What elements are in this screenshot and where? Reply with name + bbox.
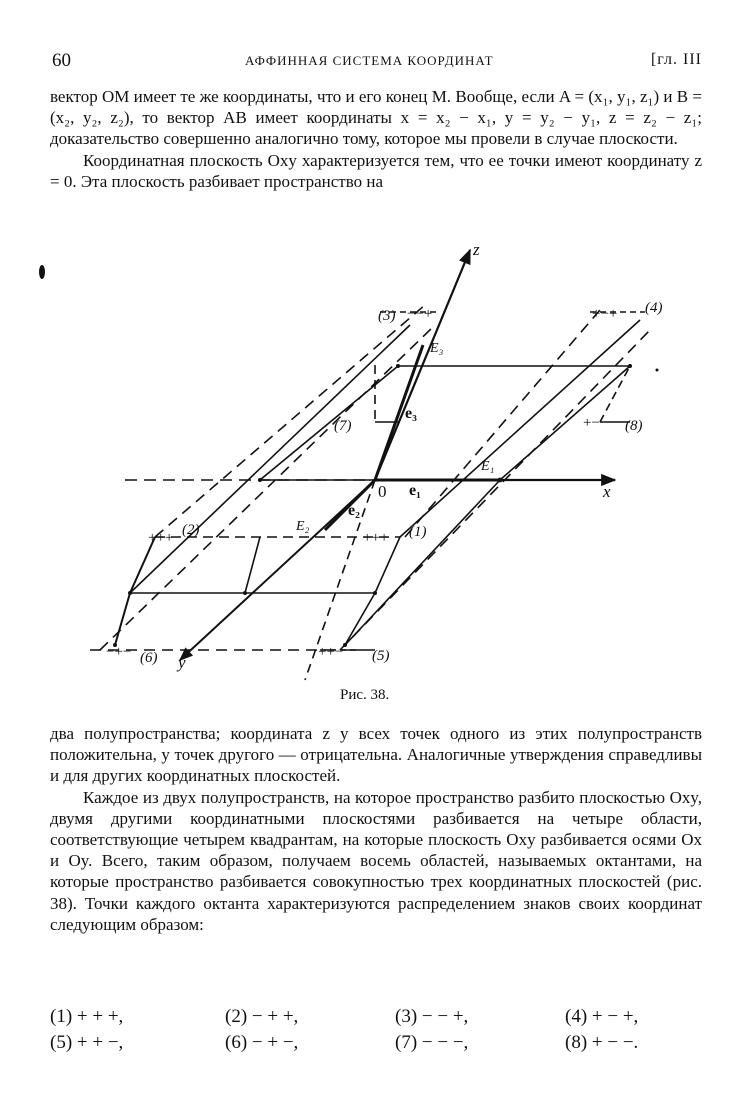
label-e2: e₂ bbox=[348, 502, 360, 519]
octant-5-label: (5) bbox=[372, 648, 390, 664]
octant-3-signs: −−+ bbox=[407, 306, 433, 322]
figure-caption: Рис. 38. bbox=[340, 687, 390, 703]
octant-number: (8) bbox=[565, 1032, 588, 1053]
sign-cell bbox=[50, 1006, 123, 1028]
octant-signs: − + +, bbox=[251, 1006, 299, 1027]
page-number: 60 bbox=[52, 50, 71, 71]
label-z: z bbox=[473, 240, 480, 259]
text-block-bottom bbox=[50, 723, 702, 935]
octant-signs: − + −, bbox=[251, 1032, 299, 1053]
paragraph-plane-oxy: Координатная плоскость Oxy характеризуется тем, что ее точки имеют координату z = 0. Эта плоскость разбивает пространство на bbox=[50, 150, 702, 191]
octant-signs: − − −, bbox=[421, 1032, 469, 1053]
chapter-marker: [гл. III bbox=[650, 51, 702, 68]
point-bl bbox=[128, 591, 132, 595]
octant-5-signs: ++− bbox=[318, 644, 344, 660]
dashed-8 bbox=[600, 366, 630, 422]
octant-number: (7) bbox=[395, 1032, 418, 1053]
sign-cell bbox=[395, 1006, 468, 1028]
paragraph-half-spaces: два полупространства; координата z у всех точек одного из этих полупространств положительна, у точек другого — отрицательна. Аналогичные утверждения справедливы и для других координатных плоскостей. bbox=[50, 724, 702, 786]
octant-number: (1) bbox=[50, 1006, 73, 1027]
sign-cell bbox=[395, 1032, 468, 1054]
inner-edge bbox=[245, 537, 260, 593]
label-y: y bbox=[178, 653, 186, 672]
sign-cell bbox=[225, 1032, 298, 1054]
top-parallelogram bbox=[260, 366, 630, 480]
sign-cell bbox=[565, 1032, 638, 1054]
octant-3-label: (3) bbox=[378, 308, 396, 324]
sign-cell bbox=[225, 1006, 298, 1028]
octant-number: (2) bbox=[225, 1006, 248, 1027]
octant-8-label: (8) bbox=[625, 418, 643, 434]
sign-row bbox=[50, 1006, 710, 1032]
slant-line-left bbox=[130, 325, 410, 593]
octant-1-signs: +++ bbox=[363, 530, 389, 546]
point-bm bbox=[243, 591, 247, 595]
octant-number: (4) bbox=[565, 1006, 588, 1027]
z-axis-line bbox=[375, 250, 470, 480]
label-E1: E₁ bbox=[481, 459, 495, 474]
octant-number: (6) bbox=[225, 1032, 248, 1053]
sign-cell bbox=[50, 1032, 123, 1054]
label-x: x bbox=[603, 482, 611, 501]
octant-7-label: (7) bbox=[334, 418, 352, 434]
label-e1: e₁ bbox=[409, 482, 421, 499]
sign-cell bbox=[565, 1006, 638, 1028]
point-E1 bbox=[498, 478, 503, 483]
octant-signs: + − +, bbox=[591, 1006, 639, 1027]
label-E3: E₃ bbox=[430, 341, 444, 356]
octant-number: (3) bbox=[395, 1006, 418, 1027]
running-title: АФФИННАЯ СИСТЕМА КООРДИНАТ bbox=[245, 53, 494, 68]
octant-6-signs: −+− bbox=[106, 644, 132, 660]
paragraph-vector-coordinates: вектор OM имеет те же координаты, что и его конец M. Вообще, если A = (x₁, y₁, z₁) и B = (x₂, y₂, z₂), то вектор AB имеет координаты x = x₂ − x₁, y = y₂ − y₁, z = z₂ − z₁; доказательство совершенно аналогично тому, которое мы провели в случае плоскости. bbox=[50, 87, 702, 149]
octant-2-signs: +++ bbox=[148, 530, 174, 546]
octant-signs: + − −. bbox=[591, 1032, 639, 1053]
label-e3: e₃ bbox=[405, 405, 417, 422]
octant-signs: + + +, bbox=[76, 1006, 124, 1027]
point-5 bbox=[343, 643, 347, 647]
octant-number: (5) bbox=[50, 1032, 73, 1053]
octant-8-signs: +−− bbox=[583, 415, 609, 431]
paragraph-octants: Каждое из двух полупространств, на которое пространство разбито плоскостью Oxy, двумя другими координатными плоскостями разбивается на четыре области, соответствующие четырем квадрантам, на которые плоскость Oxy разбивается осями Ox и Oy. Всего, таким образом, получаем восемь областей, называемых октантами, на которые пространство разбивается совокупностью трех координатных плоскостей (рис. 38). Точки каждого октанта характеризуются распределением знаков своих координат следующим образом: bbox=[50, 787, 702, 934]
dashed-slant-2 bbox=[155, 305, 425, 537]
octant-4-signs: +−+ bbox=[592, 306, 618, 322]
point-left bbox=[258, 478, 262, 482]
edge-6 bbox=[115, 593, 130, 645]
sign-row bbox=[50, 1032, 710, 1058]
point-top-left bbox=[396, 364, 400, 368]
point-br bbox=[373, 591, 377, 595]
octant-4-label: (4) bbox=[645, 300, 663, 316]
octant-signs: − − +, bbox=[421, 1006, 469, 1027]
octant-2-label: (2) bbox=[182, 522, 200, 538]
octant-1-label: (1) bbox=[409, 524, 427, 540]
label-E2: E₂ bbox=[296, 519, 310, 534]
stray-dot bbox=[656, 369, 659, 372]
margin-mark bbox=[39, 265, 45, 279]
label-origin: 0 bbox=[378, 482, 387, 501]
octant-signs: + + −, bbox=[76, 1032, 124, 1053]
y-axis-line bbox=[180, 480, 375, 660]
octant-6-label: (6) bbox=[140, 650, 158, 666]
octant-sign-table bbox=[50, 1006, 710, 1058]
point-top-right bbox=[628, 364, 632, 368]
